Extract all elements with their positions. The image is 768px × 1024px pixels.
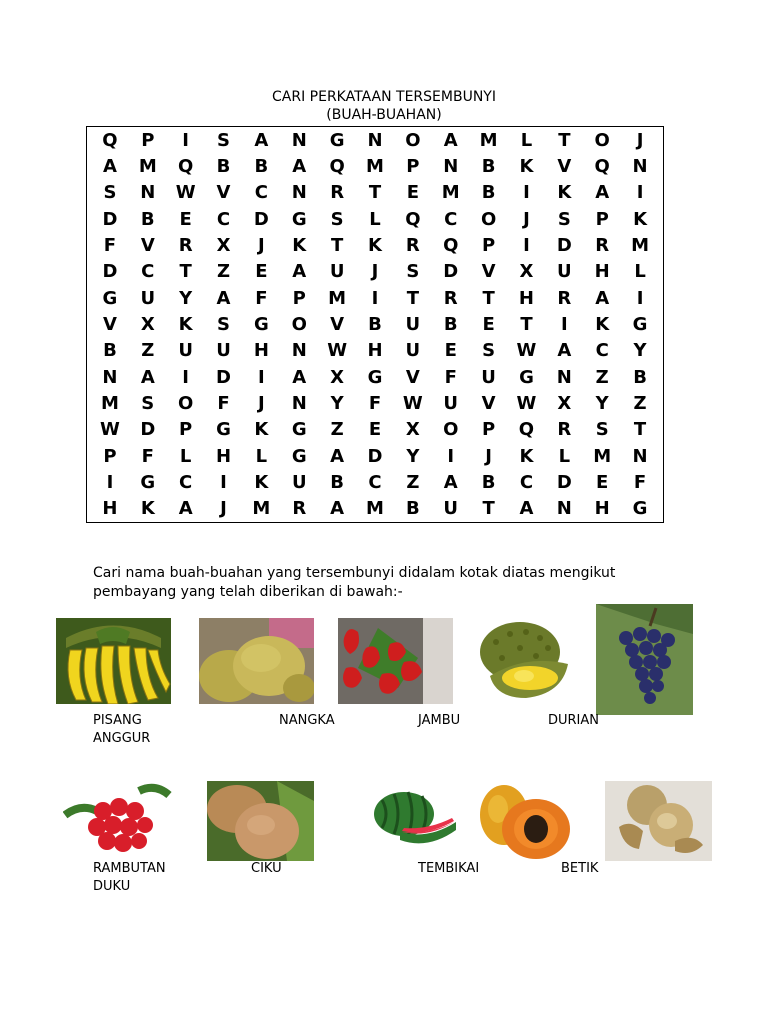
grid-letter: W xyxy=(327,340,348,362)
grid-letter: K xyxy=(254,471,269,493)
grid-letter: I xyxy=(258,366,265,388)
grid-letter: S xyxy=(141,392,155,414)
label-ciku: CIKU xyxy=(251,861,282,876)
grid-letter: F xyxy=(368,392,382,414)
grid-letter: B xyxy=(481,471,496,493)
grid-letter: D xyxy=(556,234,572,256)
grid-letter: E xyxy=(482,313,495,335)
grid-letter: I xyxy=(636,287,644,309)
grid-letter: Q xyxy=(518,419,535,441)
grid-letter: N xyxy=(291,392,307,414)
grid-letter: A xyxy=(140,366,155,388)
grid-letter: F xyxy=(103,234,117,256)
grid-letter: B xyxy=(633,366,647,388)
grid-letter: C xyxy=(595,340,609,362)
grid-letter: U xyxy=(140,287,156,309)
grid-letter: P xyxy=(406,155,420,177)
grid-letter: T xyxy=(179,261,192,283)
grid-letter: I xyxy=(447,445,455,467)
grid-letter: W xyxy=(516,340,537,362)
grid-letter: P xyxy=(141,129,155,151)
grid-letter: Q xyxy=(405,208,421,230)
label-durian: DURIAN xyxy=(548,713,600,728)
grid-letter: T xyxy=(558,129,571,151)
grid-letter: R xyxy=(557,419,572,441)
grid-letter: X xyxy=(140,313,155,335)
grid-letter: L xyxy=(520,129,533,151)
grid-letter: L xyxy=(255,445,268,467)
grid-letter: Q xyxy=(443,234,459,256)
grid-letter: U xyxy=(481,366,496,388)
grid-letter: K xyxy=(368,234,382,256)
grid-letter: Z xyxy=(633,392,647,414)
grid-letter: M xyxy=(328,287,347,309)
grid-letter: H xyxy=(215,445,232,467)
worksheet-title: CARI PERKATAAN TERSEMBUNYI xyxy=(272,89,496,105)
grid-letter: G xyxy=(140,471,156,493)
grid-letter: I xyxy=(371,287,379,309)
durian-image xyxy=(476,618,574,704)
grid-letter: B xyxy=(103,340,117,362)
grid-letter: A xyxy=(595,182,610,204)
grid-letter: O xyxy=(178,392,194,414)
grid-letter: T xyxy=(482,287,495,309)
grid-letter: K xyxy=(633,208,648,230)
grid-letter: L xyxy=(558,445,571,467)
grid-letter: N xyxy=(556,498,572,520)
grid-letter: U xyxy=(557,261,572,283)
grid-letter: U xyxy=(405,313,421,335)
grid-letter: V xyxy=(140,234,155,256)
grid-letter: A xyxy=(292,155,307,177)
grid-letter: H xyxy=(518,287,534,309)
grid-letter: V xyxy=(481,392,496,414)
grid-letter: E xyxy=(179,208,192,230)
grid-letter: O xyxy=(480,208,497,230)
grid-letter: R xyxy=(292,498,307,520)
grid-letter: U xyxy=(329,261,345,283)
grid-letter: C xyxy=(254,182,268,204)
grid-letter: B xyxy=(216,155,231,177)
grid-letter: N xyxy=(556,366,572,388)
grid-letter: D xyxy=(556,471,572,493)
grid-letter: K xyxy=(254,419,269,441)
grid-letter: L xyxy=(179,445,192,467)
grid-letter: K xyxy=(178,313,193,335)
label-pisang: PISANG xyxy=(93,713,142,728)
grid-letter: S xyxy=(482,340,496,362)
grid-letter: G xyxy=(632,313,648,335)
grid-letter: O xyxy=(594,129,610,151)
grid-letter: N xyxy=(632,445,648,467)
grid-letter: P xyxy=(103,445,117,467)
grid-letter: J xyxy=(258,392,265,414)
grid-letter: B xyxy=(481,182,496,204)
grid-letter: X xyxy=(216,234,231,256)
grid-letter: G xyxy=(254,313,269,335)
grid-letter: M xyxy=(631,234,650,256)
grid-letter: W xyxy=(175,182,196,204)
grid-letter: O xyxy=(291,313,307,335)
grid-letter: Z xyxy=(330,419,344,441)
grid-letter: D xyxy=(102,261,118,283)
grid-letter: Y xyxy=(595,392,609,414)
grid-letter: E xyxy=(406,182,419,204)
grid-letter: Y xyxy=(633,340,647,362)
grid-letter: P xyxy=(595,208,609,230)
grid-letter: T xyxy=(482,498,495,520)
grid-letter: K xyxy=(595,313,610,335)
grid-letter: L xyxy=(369,208,381,230)
grid-letter: U xyxy=(405,340,421,362)
grid-letter: S xyxy=(103,182,117,204)
grid-letter: C xyxy=(519,471,534,493)
grid-letter: A xyxy=(178,498,193,520)
word-search-grid xyxy=(86,126,664,523)
grid-letter: B xyxy=(254,155,269,177)
label-anggur: ANGGUR xyxy=(93,731,151,746)
grid-letter: M xyxy=(441,182,460,204)
label-nangka: NANGKA xyxy=(279,713,335,728)
grid-letter: G xyxy=(632,498,648,520)
grid-letter: B xyxy=(443,313,458,335)
grid-letter: U xyxy=(178,340,193,362)
grid-letter: X xyxy=(519,261,534,283)
grid-letter: N xyxy=(443,155,459,177)
label-betik: BETIK xyxy=(561,861,599,876)
grid-letter: E xyxy=(596,471,609,493)
grid-letter: Z xyxy=(406,471,420,493)
grid-letter: B xyxy=(368,313,382,335)
label-tembikai: TEMBIKAI xyxy=(418,861,480,876)
grid-letter: D xyxy=(216,366,231,388)
grid-letter: A xyxy=(292,366,307,388)
grid-letter: K xyxy=(140,498,155,520)
grid-letter: E xyxy=(368,419,382,441)
grid-letter: G xyxy=(519,366,534,388)
rambutan-image xyxy=(63,781,173,861)
grid-letter: D xyxy=(253,208,269,230)
grid-letter: X xyxy=(557,392,572,414)
grid-letter: A xyxy=(102,155,117,177)
duku-image xyxy=(605,781,712,861)
grid-letter: T xyxy=(633,419,647,441)
grid-letter: W xyxy=(402,392,423,414)
label-jambu: JAMBU xyxy=(418,713,461,728)
grid-letter: J xyxy=(220,498,227,520)
grid-letter: Q xyxy=(594,155,610,177)
grid-letter: T xyxy=(406,287,419,309)
grid-letter: K xyxy=(292,234,307,256)
grid-letter: A xyxy=(330,498,345,520)
grid-letter: I xyxy=(523,182,530,204)
grid-letter: I xyxy=(182,366,189,388)
grid-letter: S xyxy=(217,129,230,151)
grid-letter: R xyxy=(557,287,572,309)
grid-letter: K xyxy=(557,182,572,204)
grid-letter: F xyxy=(255,287,268,309)
grid-letter: Y xyxy=(179,287,193,309)
grid-letter: D xyxy=(140,419,156,441)
grid-letter: V xyxy=(481,261,496,283)
grid-letter: U xyxy=(443,498,459,520)
grid-letter: A xyxy=(330,445,345,467)
grid-letter: V xyxy=(405,366,420,388)
grid-letter: F xyxy=(633,471,647,493)
grid-letter: T xyxy=(520,313,533,335)
grid-letter: M xyxy=(252,498,271,520)
instructions: Cari nama buah-buahan yang tersembunyi didalam kotak diatas mengikut pembayang yang telah diberikan di bawah:- xyxy=(93,565,616,600)
grid-letter: I xyxy=(220,471,227,493)
grid-letter: V xyxy=(557,155,572,177)
grid-letter: K xyxy=(519,155,534,177)
grapes-image xyxy=(596,604,693,715)
grid-letter: N xyxy=(140,182,156,204)
grid-letter: A xyxy=(519,498,534,520)
grid-letter: V xyxy=(330,313,345,335)
banana-image xyxy=(56,618,171,704)
grid-letter: N xyxy=(102,366,118,388)
grid-letter: H xyxy=(594,261,610,283)
grid-letter: H xyxy=(253,340,269,362)
grid-letter: G xyxy=(367,366,383,388)
grid-letter: F xyxy=(444,366,457,388)
label-duku: DUKU xyxy=(93,879,131,894)
grid-letter: Z xyxy=(216,261,231,283)
grid-letter: A xyxy=(292,261,307,283)
grid-letter: V xyxy=(102,313,117,335)
grid-letter: A xyxy=(443,471,458,493)
grid-letter: A xyxy=(216,287,231,309)
grid-letter: I xyxy=(106,471,114,493)
grid-letter: H xyxy=(367,340,383,362)
grid-letter: I xyxy=(523,234,530,256)
grid-letter: D xyxy=(102,208,118,230)
grid-letter: C xyxy=(141,261,155,283)
grid-letter: N xyxy=(291,182,307,204)
grid-letter: G xyxy=(102,287,118,309)
grid-letter: R xyxy=(178,234,193,256)
grid-letter: G xyxy=(291,445,307,467)
grid-letter: X xyxy=(330,366,345,388)
grid-letter: T xyxy=(368,182,382,204)
grid-letter: W xyxy=(100,419,120,441)
grid-letter: U xyxy=(443,392,459,414)
jackfruit-image xyxy=(199,618,314,704)
watermelon-image xyxy=(372,788,458,848)
grid-letter: S xyxy=(217,313,230,335)
grid-letter: M xyxy=(138,155,157,177)
grid-letter: H xyxy=(102,498,118,520)
grid-letter: U xyxy=(216,340,231,362)
grid-letter: I xyxy=(182,129,189,151)
grid-letter: N xyxy=(632,155,648,177)
grid-letter: Q xyxy=(102,129,118,151)
grid-letter: S xyxy=(406,261,420,283)
grid-letter: O xyxy=(443,419,459,441)
grid-letter: R xyxy=(595,234,610,256)
grid-letter: D xyxy=(367,445,383,467)
grid-letter: J xyxy=(636,129,644,151)
grid-letter: U xyxy=(291,471,307,493)
grid-letter: R xyxy=(443,287,458,309)
grid-letter: G xyxy=(291,419,307,441)
worksheet-subtitle: (BUAH-BUAHAN) xyxy=(326,107,442,123)
grid-letter: P xyxy=(481,234,496,256)
grid-letter: C xyxy=(444,208,458,230)
grid-letter: A xyxy=(254,129,269,151)
grid-letter: L xyxy=(634,261,646,283)
grid-letter: P xyxy=(481,419,496,441)
grid-letter: S xyxy=(330,208,344,230)
grid-letter: A xyxy=(557,340,572,362)
grid-letter: F xyxy=(217,392,230,414)
grid-letter: G xyxy=(291,208,307,230)
grid-letter: E xyxy=(255,261,268,283)
grid-letter: O xyxy=(405,129,421,151)
grid-letter: F xyxy=(141,445,154,467)
grid-letter: K xyxy=(519,445,534,467)
grid-letter: T xyxy=(330,234,344,256)
grid-letter: M xyxy=(479,129,498,151)
grid-letter: B xyxy=(330,471,344,493)
papaya-image xyxy=(476,781,574,861)
grid-letter: Q xyxy=(178,155,194,177)
grid-letter: V xyxy=(216,182,231,204)
grid-letter: W xyxy=(516,392,537,414)
grid-letter: S xyxy=(557,208,571,230)
grid-letter: J xyxy=(371,261,379,283)
grid-letter: Z xyxy=(141,340,155,362)
ciku-image xyxy=(207,781,314,861)
grid-letter: A xyxy=(595,287,610,309)
grid-letter: S xyxy=(595,419,609,441)
grid-letter: A xyxy=(443,129,458,151)
grid-letter: M xyxy=(366,155,384,177)
grid-letter: C xyxy=(368,471,382,493)
grid-letter: B xyxy=(481,155,496,177)
grid-letter: Q xyxy=(329,155,345,177)
rose-apple-image xyxy=(338,618,453,704)
grid-letter: P xyxy=(292,287,306,309)
grid-letter: B xyxy=(405,498,420,520)
grid-letter: H xyxy=(594,498,610,520)
grid-letter: R xyxy=(330,182,345,204)
grid-letter: I xyxy=(560,313,568,335)
grid-letter: P xyxy=(179,419,193,441)
grid-letter: R xyxy=(405,234,420,256)
grid-letter: C xyxy=(179,471,193,493)
grid-letter: J xyxy=(258,234,265,256)
label-rambutan: RAMBUTAN xyxy=(93,861,166,876)
grid-letter: G xyxy=(329,129,345,151)
grid-letter: I xyxy=(636,182,644,204)
grid-letter: Y xyxy=(406,445,420,467)
grid-letter: M xyxy=(100,392,119,414)
grid-letter: M xyxy=(593,445,612,467)
grid-letter: X xyxy=(405,419,420,441)
grid-letter: N xyxy=(291,340,307,362)
grid-letter: J xyxy=(523,208,530,230)
grid-letter: M xyxy=(366,498,384,520)
grid-letter: N xyxy=(367,129,383,151)
grid-letter: Z xyxy=(595,366,609,388)
grid-letter: E xyxy=(444,340,457,362)
grid-letter: G xyxy=(216,419,231,441)
grid-letter: D xyxy=(443,261,459,283)
grid-letter: N xyxy=(291,129,307,151)
grid-letter: B xyxy=(140,208,155,230)
grid-letter: Y xyxy=(330,392,344,414)
grid-letter: J xyxy=(485,445,492,467)
grid-letter: C xyxy=(216,208,231,230)
